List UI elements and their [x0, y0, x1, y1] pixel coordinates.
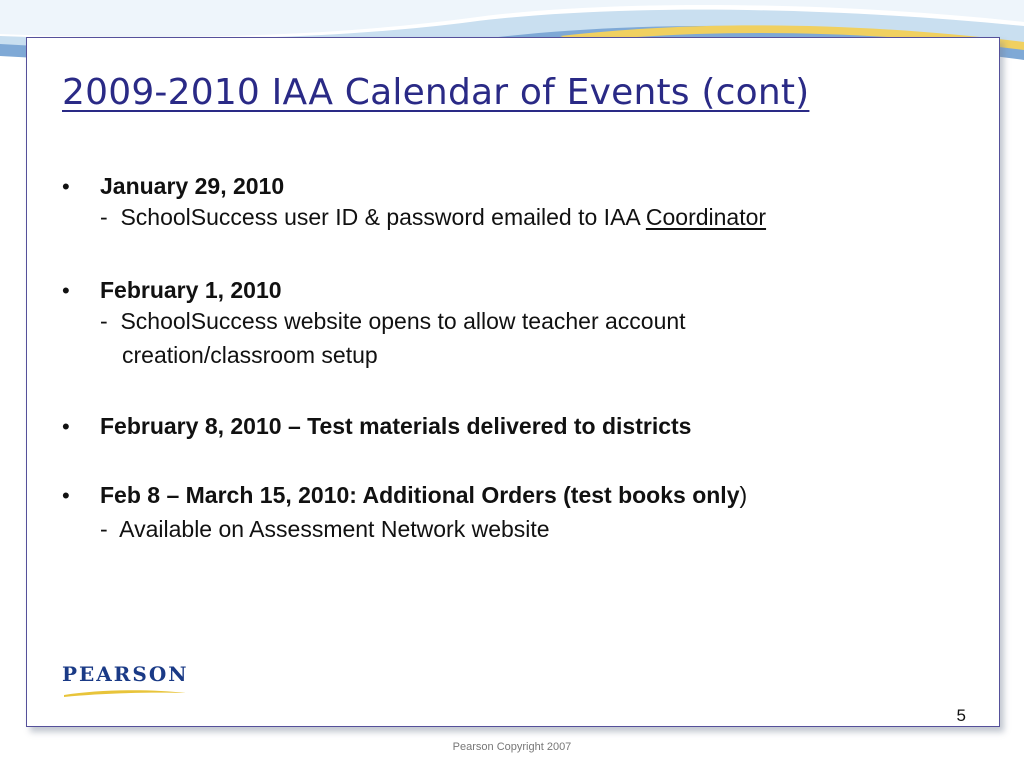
bullet-subitem	[62, 200, 766, 234]
bullet-marker: •	[62, 278, 70, 303]
slide-frame	[26, 37, 1000, 727]
logo-swoosh-icon	[62, 687, 188, 699]
bullet-heading: February 8, 2010 – Test materials delivered to districts	[100, 413, 692, 439]
sub-prefix: -	[100, 308, 121, 334]
bullet-heading: February 1, 2010	[100, 277, 282, 303]
bullet-subitem	[62, 304, 686, 338]
sub-text: SchoolSuccess user ID & password emailed to IAA	[120, 204, 646, 230]
footer-copyright: Pearson Copyright 2007	[452, 741, 572, 753]
bullet-subitem-continued: creation/classroom setup	[122, 342, 378, 368]
bullet-marker: •	[62, 483, 70, 508]
slide-title: 2009-2010 IAA Calendar of Events (cont)	[62, 72, 810, 113]
pearson-logo	[62, 662, 192, 706]
sub-prefix: -	[100, 204, 121, 230]
bullet-marker: •	[62, 414, 70, 439]
sub-text: SchoolSuccess website opens to allow teacher account	[120, 308, 686, 334]
bullet-item	[62, 277, 686, 372]
coordinator-link[interactable]: Coordinator	[645, 204, 767, 230]
bullet-heading: January 29, 2010	[100, 173, 285, 199]
bullet-marker: •	[62, 174, 70, 199]
sub-prefix: -	[100, 516, 120, 542]
bullet-item	[62, 173, 766, 234]
page-number: 5	[956, 706, 966, 725]
bullet-item	[62, 482, 747, 546]
bullet-item	[62, 413, 691, 440]
bullet-heading-tail: )	[739, 482, 748, 508]
sub-text: Available on Assessment Network website	[119, 516, 550, 542]
bullet-heading: Feb 8 – March 15, 2010: Additional Orders (test books only	[100, 482, 740, 508]
bullet-subitem	[62, 512, 747, 546]
logo-wordmark: PEARSON	[62, 662, 189, 686]
